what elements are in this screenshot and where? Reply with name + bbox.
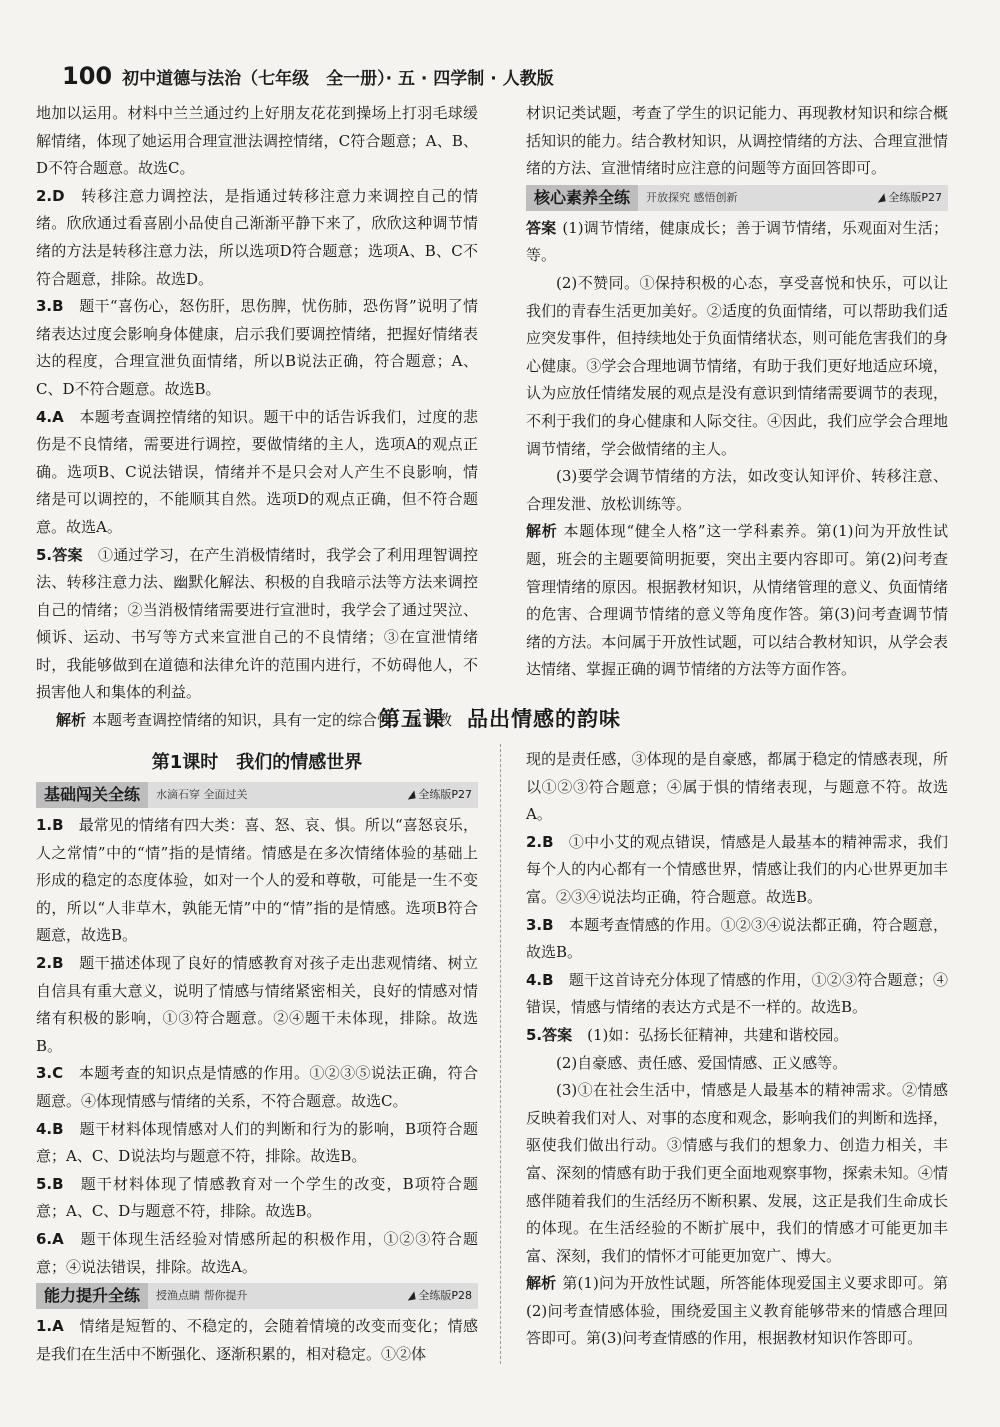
item-number: 3.B [526,915,554,934]
banner-subtitle: 水滴石穿 全面过关 [156,788,248,802]
item-number: 6.A [36,1229,64,1248]
answer-item [36,1116,478,1171]
banner-ref [877,184,948,212]
answer-item [36,293,478,403]
answer-item [36,404,478,542]
period-title: 第1课时 我们的情感世界 [151,752,363,773]
answer-item [36,950,478,1060]
arrow-icon [407,1291,416,1300]
answer-item [36,542,478,708]
analysis-paragraph [526,518,948,684]
banner-ref-text: 全练版P28 [418,1289,472,1303]
item-text: 题干材料体现情感对人们的判断和行为的影响，B项符合题意；A、C、D说法均与题意不符，排除。故选B。 [36,1119,478,1166]
analysis-label: 解析 [526,522,558,541]
page-header [62,62,942,102]
answer-paragraph: (3)要学会调节情绪的方法，如改变认知评价、转移注意、合理发泄、放松训练等。 [526,467,948,513]
arrow-icon [407,790,416,799]
item-number: 1.A [36,1317,64,1336]
answer-paragraph: (2)不赞同。①保持积极的心态，享受喜悦和快乐，可以让我们的青春生活更加美好。②适度的负面情绪，可以帮助我们适应突发事件，但持续地处于负面情绪状态，则可能危害我们的身心健康。③学会合理地调节情绪，有助于我们更好地适应环境，认为应放任情绪发展的观点是没有意识到情绪需要调节的表现，不利于我们的身心健康和人际交往。④因此，我们应学会合理地调节情绪，学会做情绪的主人。 [526,273,948,458]
section-banner-basic [36,782,478,808]
item-number: 5.答案 [36,545,83,564]
analysis-paragraph [526,1270,948,1353]
item-text: ①通过学习，在产生消极情绪时，我学会了利用理智调控法、转移注意力法、幽默化解法、积极的自我暗示法等方法来调控自己的情绪；②当消极情绪需要进行宣泄时，我学会了通过哭泣、倾诉、运动、书写等方式来宣泄自己的不良情绪；③在宣泄情绪时，我能够做到在道德和法律允许的范围内进行，不妨碍他人，不损害他人和集体的利益。 [36,545,478,702]
item-number: 3.C [36,1064,64,1083]
answer-item [36,1060,478,1115]
item-number: 3.B [36,297,64,316]
top-right-column [526,100,948,684]
banner-ref [407,781,478,809]
banner-title: 核心素养全练 [526,185,638,211]
analysis-text: 本题考查调控情绪的知识，具有一定的综合性，属于教 [92,711,453,730]
item-text: 转移注意力调控法，是指通过转移注意力来调控自己的情绪。欣欣通过看喜剧小品使自己渐渐平静下来了，欣欣这种调节情绪的方法是转移注意力法，所以选项D符合题意；选项A、B、C不符合题意，排除。故选D。 [36,186,478,288]
answer-paragraph: (3)①在社会生活中，情感是人最基本的精神需求。②情感反映着我们对人、对事的态度和观念，影响我们的判断和选择，驱使我们做出行动。③情感与我们的想象力、创造力相关，丰富、深刻的情感有助于我们更全面地观察事物，探索未知。④情感伴随着我们的生活经历不断积累、发展，这正是我们生命成长的体现。在生活经验的不断扩展中，我们的情感才可能更加丰富、深刻，我们的情怀才可能更加宽广、博大。 [526,1081,948,1265]
item-text: 题干描述体现了良好的情感教育对孩子走出悲观情绪、树立自信具有重大意义，说明了情感与情绪紧密相关，良好的情感对情绪有积极的影响，①③符合题意。②④题干未体现，排除。故选B。 [36,953,478,1055]
top-left-column [36,100,478,735]
answer-paragraph [526,215,948,270]
item-text: 题干体现生活经验对情感所起的积极作用，①②③符合题意；④说法错误，排除。故选A。 [36,1229,478,1276]
bottom-right-column [526,746,948,1353]
banner-title: 能力提升全练 [36,1283,148,1309]
page-number: 100 [62,62,113,90]
book-title: 初中道德与法治（七年级 全一册）· 五 · 四学制 · 人教版 [122,69,554,89]
answer-item [36,1171,478,1226]
item-number: 5.B [36,1174,64,1193]
analysis-label: 解析 [56,711,87,730]
item-number: 4.B [36,1119,64,1138]
answer-item [36,1226,478,1281]
item-text: 题干材料体现了情感教育对一个学生的改变，B项符合题意；A、C、D与题意不符，排除。故选B。 [36,1174,478,1221]
answer-item [526,967,948,1022]
item-text: ①中小艾的观点错误，情感是人最基本的精神需求，我们每个人的内心都有一个情感世界，情感让我们的内心世界更加丰富。②③④说法均正确，符合题意。故选B。 [526,832,948,906]
answer-item [36,812,478,950]
answer-item [526,829,948,912]
item-number: 2.B [36,953,64,972]
answer-paragraph: (2)自豪感、责任感、爱国情感、正义感等。 [556,1053,848,1072]
answer-text: (1)调节情绪，健康成长；善于调节情绪，乐观面对生活；等。 [526,218,948,265]
item-number: 2.D [36,186,65,205]
item-text: 本题考查情感的作用。①②③④说法都正确，符合题意，故选B。 [526,915,948,962]
paragraph-continued: 现的是责任感，③体现的是自豪感，都属于稳定的情感表现，所以①②③符合题意；④属于惧的情绪表现，与题意不符。故选A。 [526,750,948,824]
answer-item [36,183,478,293]
banner-ref-text: 全练版P27 [888,190,942,204]
item-number: 4.A [36,407,64,426]
paragraph-continued: 材识记类试题，考查了学生的识记能力、再现教材知识和综合概括知识的能力。结合教材知识，从调控情绪的方法、合理宣泄情绪的方法、宣泄情绪时应注意的问题等方面回答即可。 [526,104,948,178]
arrow-icon [877,193,886,202]
banner-ref-text: 全练版P27 [418,788,472,802]
bottom-left-column [36,746,478,1368]
section-banner-ability [36,1283,478,1309]
item-text: 题干这首诗充分体现了情感的作用，①②③符合题意；④错误，情感与情绪的表达方式是不一样的。故选B。 [526,970,948,1017]
item-number: 1.B [36,816,64,834]
answer-item [526,912,948,967]
item-text: 情绪是短暂的、不稳定的，会随着情境的改变而变化；情感是我们在生活中不断强化、逐渐积累的，相对稳定。①②体 [36,1317,478,1363]
item-text: 最常见的情绪有四大类：喜、怒、哀、惧。所以“喜怒哀乐，人之常情”中的“情”指的是情绪。情感是在多次情绪体验的基础上形成的稳定的态度体验，如对一个人的爱和尊敬，可能是一生不变的，所以“人非草木，孰能无情”中的“情”指的是情感。选项B符合题意，故选B。 [36,816,478,945]
item-text: 本题考查调控情绪的知识。题干中的话告诉我们，过度的悲伤是不良情绪，需要进行调控，要做情绪的主人，选项A的观点正确。选项B、C说法错误，情绪并不是只会对人产生不良影响，情绪是可以调控的，不能顺其自然。选项D的观点正确，但不符合题意。故选A。 [36,407,478,536]
answer-label: 答案 [526,218,557,237]
item-number: 5.答案 [526,1025,573,1044]
column-divider [500,744,501,1364]
item-text: 题干“喜伤心，怒伤肝，思伤脾，忧伤肺，恐伤肾”说明了情绪表达过度会影响身体健康，启示我们要调控情绪，把握好情绪表达的程度，合理宣泄负面情绪，所以B说法正确，符合题意；A、C、D不符合题意。故选B。 [36,297,478,398]
paragraph-continued: 地加以运用。材料中兰兰通过约上好朋友花花到操场上打羽毛球缓解情绪，体现了她运用合理宣泄法调控情绪，C符合题意；A、B、D不符合题意。故选C。 [36,104,478,178]
analysis-text: 本题体现“健全人格”这一学科素养。第(1)问为开放性试题，班会的主题要简明扼要，突出主要内容即可。第(2)问考查管理情绪的原因。根据教材知识，从情绪管理的意义、负面情绪的危害、合理调节情绪的意义等角度作答。第(3)问考查调节情绪的方法。本问属于开放性试题，可以结合教材知识，从学会表达情绪、掌握正确的调节情绪的方法等方面作答。 [526,522,948,679]
answer-item [526,1022,948,1050]
banner-ref [407,1282,478,1310]
answer-item [36,1313,478,1368]
analysis-label: 解析 [526,1274,557,1293]
item-number: 2.B [526,832,554,851]
banner-title: 基础闯关全练 [36,782,148,808]
analysis-text: 第(1)问为开放性试题，所答能体现爱国主义要求即可。第(2)问考查情感体验，围绕爱国主义教育能够带来的情感合理回答即可。第(3)问考查情感的作用，根据教材知识作答即可。 [526,1274,948,1348]
lesson-title: 第五课 品出情感的韵味 [379,707,621,731]
banner-subtitle: 开放探究 感悟创新 [646,190,738,204]
item-number: 4.B [526,970,554,989]
section-banner-core [526,185,948,211]
item-text: (1)如：弘扬长征精神，共建和谐校园。 [587,1025,849,1044]
item-text: 本题考查的知识点是情感的作用。①②③⑤说法正确，符合题意。④体现情感与情绪的关系，不符合题意。故选C。 [36,1064,478,1110]
banner-subtitle: 授渔点睛 帮你提升 [156,1289,248,1303]
